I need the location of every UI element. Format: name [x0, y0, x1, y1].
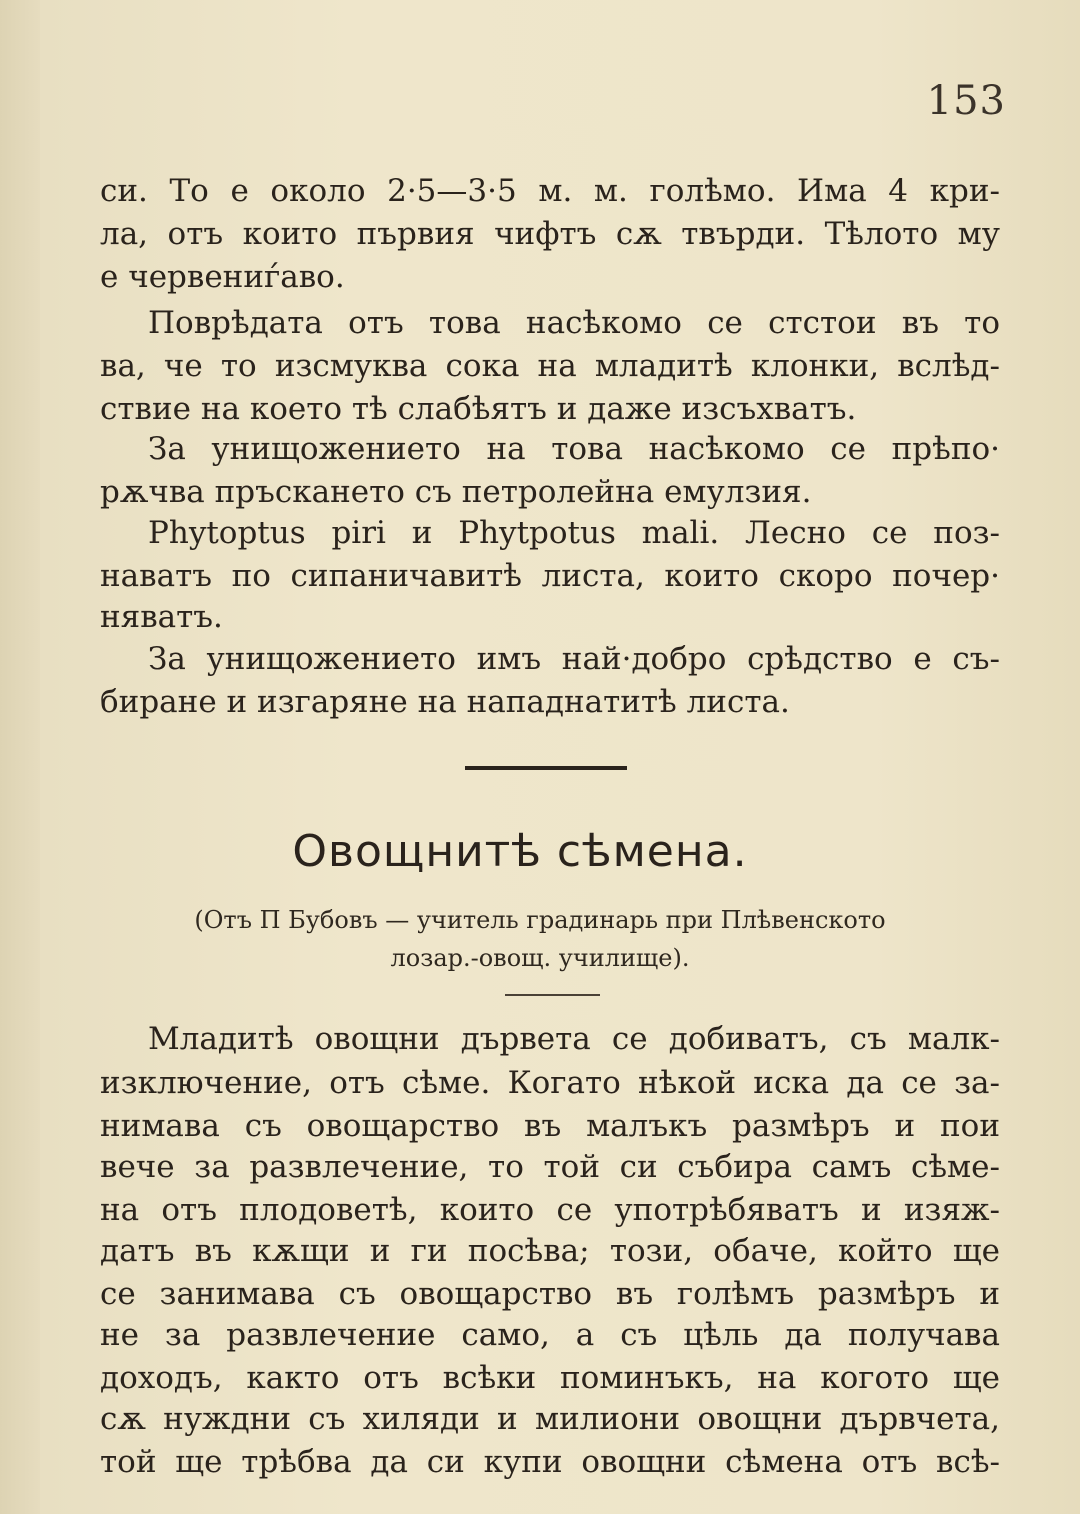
text-line: си. То е около 2·5—3·5 м. м. голѣмо. Има 4 кри- — [100, 173, 1000, 209]
text-line: ствие на което тѣ слабѣятъ и даже изсъхватъ. — [100, 391, 857, 427]
text-line: рѫчва пръскането съ петролейна емулзия. — [100, 474, 812, 510]
text-line: той ще трѣбва да си купи овощни сѣмена отъ всѣ- — [100, 1444, 1000, 1480]
section-divider — [465, 766, 627, 770]
text-line: сѫ нуждни съ хиляди и милиони овощни дървчета, — [100, 1401, 1000, 1437]
text-line: За унищожението на това насѣкомо се прѣпо· — [148, 431, 1000, 467]
section-title: Овощнитѣ сѣмена. — [292, 826, 748, 877]
text-line: доходъ, както отъ всѣки поминъкъ, на когото ще — [100, 1360, 1000, 1396]
page-number: 153 — [926, 78, 1006, 124]
text-line: Phytoptus piri и Phytpotus mali. Лесно се поз- — [148, 515, 1000, 551]
text-line: е червениѓаво. — [100, 259, 345, 295]
text-line: изключение, отъ сѣме. Когато нѣкой иска да се за- — [100, 1065, 1000, 1101]
text-line: на отъ плодоветѣ, които се употрѣбяватъ и изяж- — [100, 1192, 1000, 1228]
author-byline: лозар.-овощ. училище). — [390, 944, 690, 972]
text-line: Младитѣ овощни дървета се добиватъ, съ малк- — [148, 1021, 1000, 1057]
text-line: вече за развлечение, то той си събира самъ сѣме- — [100, 1149, 1000, 1185]
text-line: се занимава съ овощарство въ голѣмъ размѣръ и — [100, 1276, 1000, 1312]
text-line: Поврѣдата отъ това насѣкомо се стстои въ то — [148, 305, 1000, 341]
text-line: биране и изгаряне на нападнатитѣ листа. — [100, 684, 790, 720]
text-line: датъ въ кѫщи и ги посѣва; този, обаче, който ще — [100, 1233, 1000, 1269]
text-line: ва, че то изсмуква сока на младитѣ клонки, вслѣд- — [100, 348, 1000, 384]
text-line: няватъ. — [100, 599, 223, 635]
byline-divider — [505, 994, 600, 996]
text-line: наватъ по сипаничавитѣ листа, които скоро почер· — [100, 558, 1000, 594]
author-byline: (Отъ П Бубовъ — учитель градинарь при Плѣвенското — [194, 906, 886, 934]
text-line: За унищожението имъ най·добро срѣдство е съ- — [148, 641, 1000, 677]
text-line: не за развлечение само, а съ цѣль да получава — [100, 1317, 1000, 1353]
book-gutter — [0, 0, 40, 1514]
text-line: нимава съ овощарство въ малъкъ размѣръ и пои — [100, 1108, 1000, 1144]
text-line: ла, отъ които първия чифтъ сѫ твърди. Тѣлото му — [100, 216, 1000, 252]
